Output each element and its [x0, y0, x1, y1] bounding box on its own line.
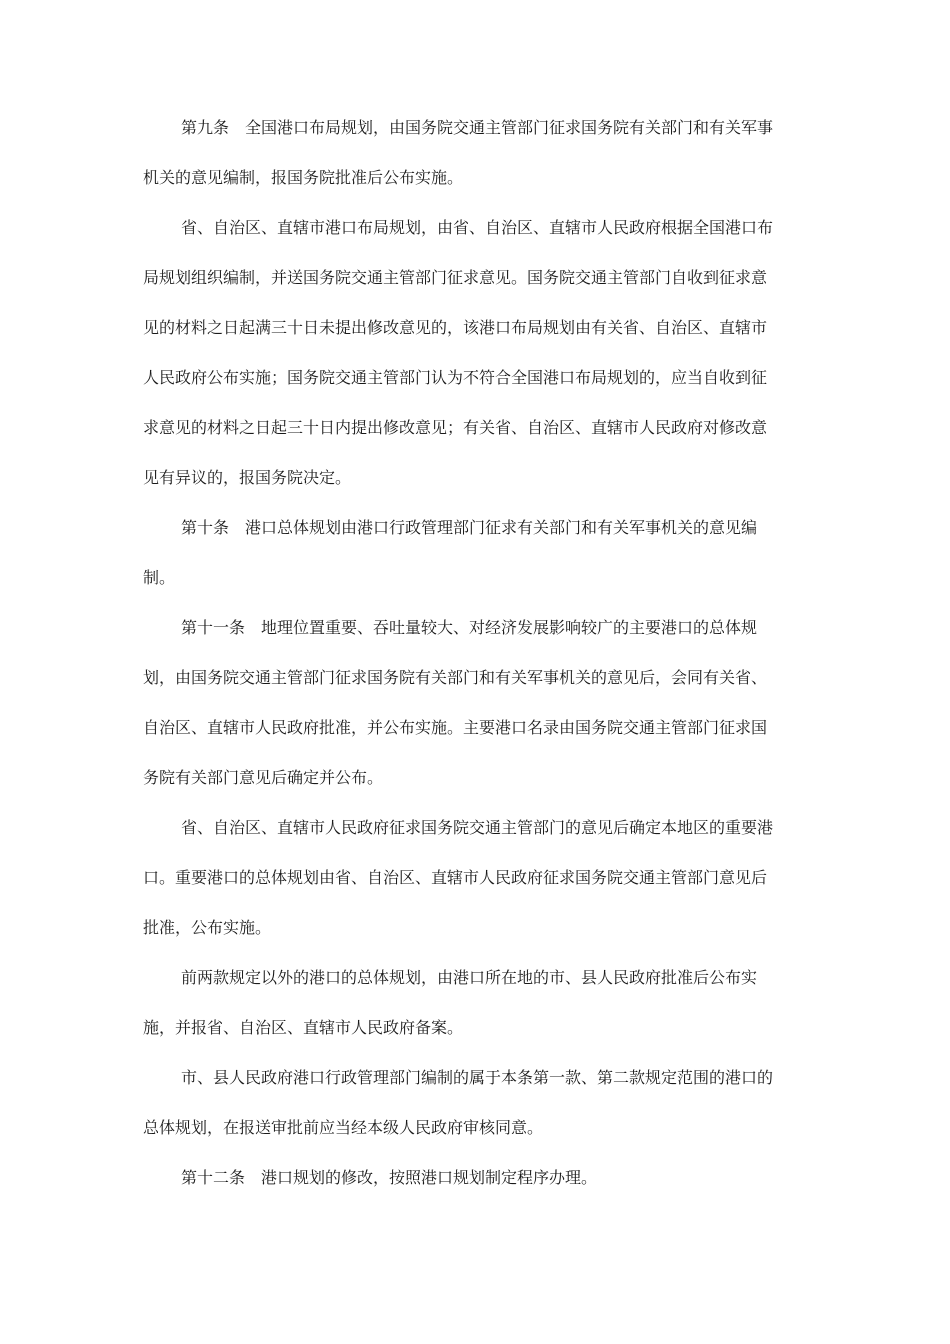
text-line: 制。: [143, 568, 176, 587]
text-line: 务院有关部门意见后确定并公布。: [143, 768, 384, 787]
text-line: 省、自治区、直辖市港口布局规划，由省、自治区、直辖市人民政府根据全国港口布: [181, 218, 774, 237]
text-line: 机关的意见编制，报国务院批准后公布实施。: [143, 168, 464, 187]
text-line: 求意见的材料之日起三十日内提出修改意见；有关省、自治区、直辖市人民政府对修改意: [143, 418, 768, 437]
text-line: 人民政府公布实施；国务院交通主管部门认为不符合全国港口布局规划的，应当自收到征: [143, 368, 768, 387]
text-line: 第十一条 地理位置重要、吞吐量较大、对经济发展影响较广的主要港口的总体规: [181, 618, 758, 637]
document-page: [143, 116, 803, 1190]
text-line: 总体规划，在报送审批前应当经本级人民政府审核同意。: [143, 1118, 544, 1137]
text-line: 批准，公布实施。: [143, 918, 272, 937]
text-line: 口。重要港口的总体规划由省、自治区、直辖市人民政府征求国务院交通主管部门意见后: [143, 868, 768, 887]
text-line: 见的材料之日起满三十日未提出修改意见的，该港口布局规划由有关省、自治区、直辖市: [143, 318, 768, 337]
text-line: 划，由国务院交通主管部门征求国务院有关部门和有关军事机关的意见后，会同有关省、: [143, 668, 768, 687]
text-line: 第十二条 港口规划的修改，按照港口规划制定程序办理。: [181, 1168, 598, 1187]
text-line: 市、县人民政府港口行政管理部门编制的属于本条第一款、第二款规定范围的港口的: [181, 1068, 774, 1087]
text-line: 局规划组织编制，并送国务院交通主管部门征求意见。国务院交通主管部门自收到征求意: [143, 268, 768, 287]
text-line: 前两款规定以外的港口的总体规划，由港口所在地的市、县人民政府批准后公布实: [181, 968, 758, 987]
text-line: 省、自治区、直辖市人民政府征求国务院交通主管部门的意见后确定本地区的重要港: [181, 818, 774, 837]
text-line: 施，并报省、自治区、直辖市人民政府备案。: [143, 1018, 464, 1037]
text-line: 第十条 港口总体规划由港口行政管理部门征求有关部门和有关军事机关的意见编: [181, 518, 758, 537]
text-line: 第九条 全国港口布局规划，由国务院交通主管部门征求国务院有关部门和有关军事: [181, 118, 774, 137]
text-line: 见有异议的，报国务院决定。: [143, 468, 352, 487]
text-line: 自治区、直辖市人民政府批准，并公布实施。主要港口名录由国务院交通主管部门征求国: [143, 718, 768, 737]
